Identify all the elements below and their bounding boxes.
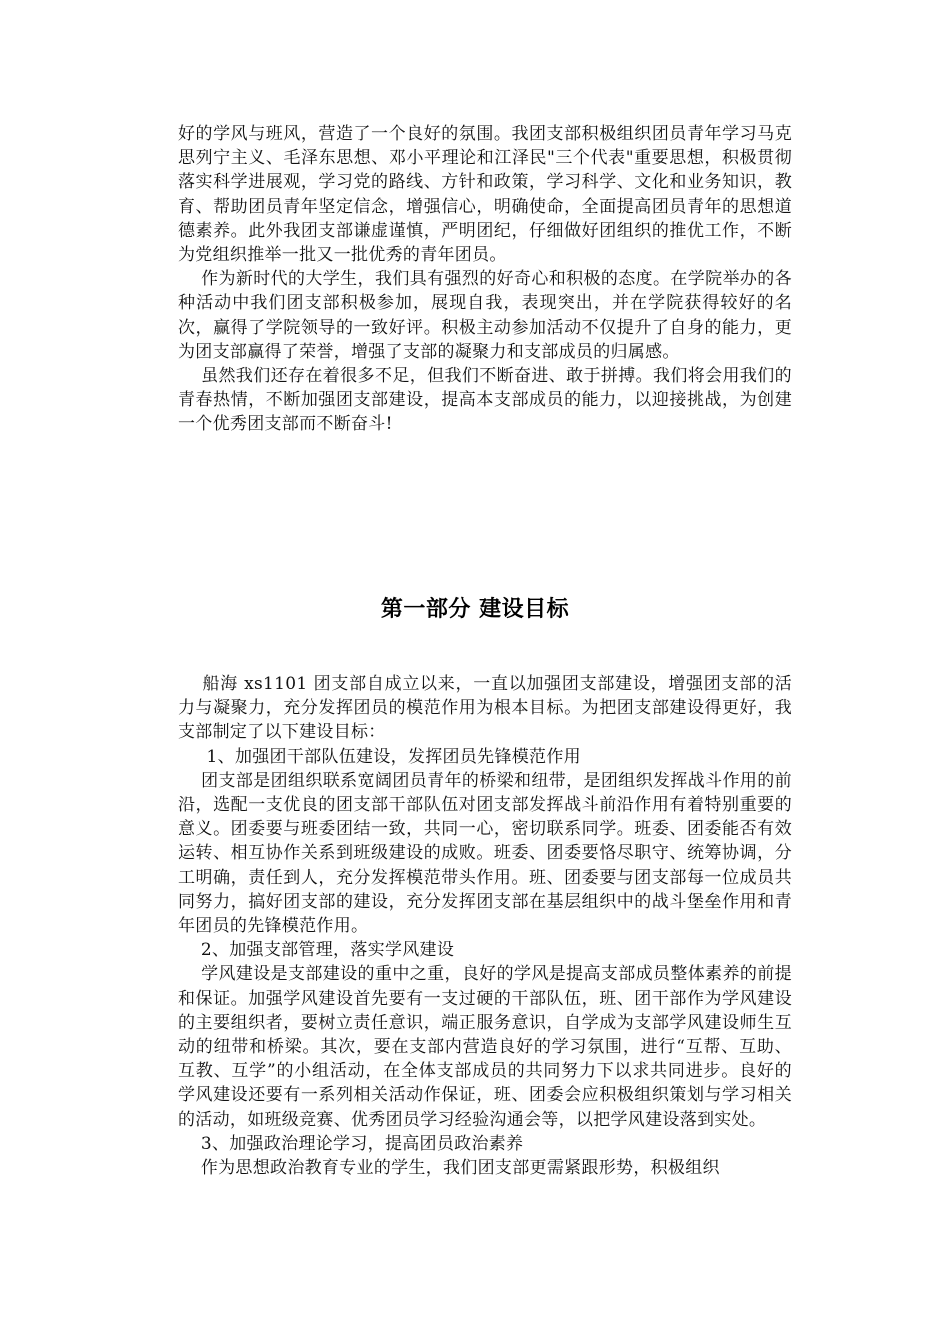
section-title: 第一部分 建设目标	[380, 597, 570, 622]
paragraph: 团支部是团组织联系宽阔团员青年的桥梁和纽带，是团组织发挥战斗作用的前沿，选配一支优良的团支部干部队伍对团支部发挥战斗前沿作用有着特别重要的意义。团委要与班委团结一致，共同一心，密切联系同学。班委、团委能否有效运转、相互协作关系到班级建设的成败。班委、团委要恪尽职守、统筹协调，分工明确，责任到人，充分发挥模范带头作用。班、团委要与团支部每一位成员共同努力，搞好团支部的建设，充分发挥团支部在基层组织中的战斗堡垒作用和青年团员的先锋模范作用。	[178, 770, 792, 937]
paragraph: 作为新时代的大学生，我们具有强烈的好奇心和积极的态度。在学院举办的各种活动中我们团支部积极参加，展现自我，表现突出，并在学院获得较好的名次，赢得了学院领导的一致好评。积极主动参加活动不仅提升了自身的能力，更为团支部赢得了荣誉，增强了支部的凝聚力和支部成员的归属感。	[178, 269, 792, 362]
paragraph: 好的学风与班风，营造了一个良好的氛围。我团支部积极组织团员青年学习马克思列宁主义、毛泽东思想、邓小平理论和江泽民"三个代表"重要思想，积极贯彻落实科学进展观，学习党的路线、方针和政策，学习科学、文化和业务知识，教育、帮助团员青年坚定信念，增强信心，明确使命，全面提高团员青年的思想道德素养。此外我团支部谦虚谨慎，严明团纪，仔细做好团组织的推优工作，不断为党组织推举一批又一批优秀的青年团员。	[178, 124, 792, 266]
paragraph: 学风建设是支部建设的重中之重，良好的学风是提高支部成员整体素养的前提和保证。加强学风建设首先要有一支过硬的干部队伍，班、团干部作为学风建设的主要组织者，要树立责任意识，端正服务意识，自学成为支部学风建设师生互动的纽带和桥梁。其次，要在支部内营造良好的学习氛围，进行“互帮、互助、互教、互学”的小组活动，在全体支部成员的共同努力下以求共同进步。良好的学风建设还要有一系列相关活动作保证，班、团委会应积极组织策划与学习相关的活动，如班级竞赛、优秀团员学习经验沟通会等，以把学风建设落到实处。	[178, 964, 792, 1130]
paragraph: 虽然我们还存在着很多不足，但我们不断奋进、敢于拼搏。我们将会用我们的青春热情，不断加强团支部建设，提高本支部成员的能力，以迎接挑战，为创建一个优秀团支部而不断奋斗!	[178, 366, 792, 435]
paragraph: 船海 xs1101 团支部自成立以来，一直以加强团支部建设，增强团支部的活力与凝聚力，充分发挥团员的模范作用为根本目标。为把团支部建设得更好，我支部制定了以下建设目标：	[178, 674, 792, 743]
section-text-block	[178, 672, 792, 1180]
list-heading: 2、加强支部管理，落实学风建设	[178, 940, 455, 961]
intro-text-block	[178, 122, 792, 437]
list-heading: 3、加强政治理论学习，提高团员政治素养	[178, 1133, 524, 1154]
paragraph: 作为思想政治教育专业的学生，我们团支部更需紧跟形势，积极组织	[178, 1158, 720, 1179]
section-body	[178, 672, 792, 1180]
list-heading: 1、加强团干部队伍建设，发挥团员先锋模范作用	[178, 746, 581, 767]
document-page	[178, 122, 792, 437]
